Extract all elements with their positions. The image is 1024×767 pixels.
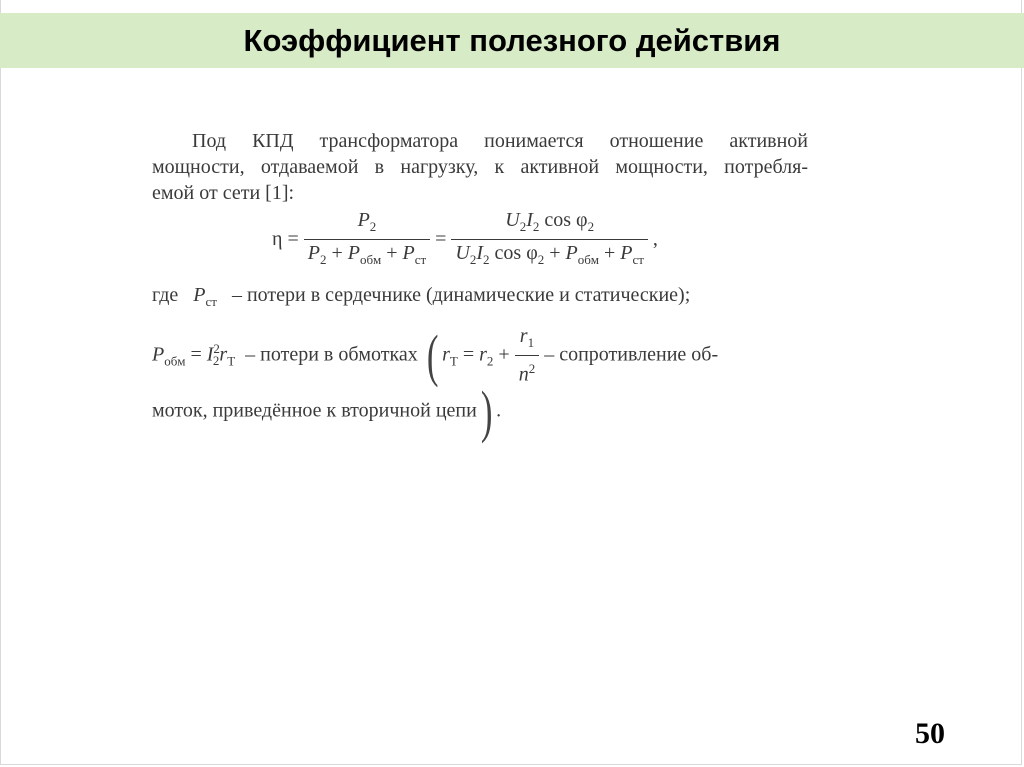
title-bar — [0, 13, 1024, 68]
left-paren: ( — [426, 322, 439, 388]
fraction-ui: $\frac{U_2I_2 \cos \varphi_2}{U_2I_2 \cos \varphi_2 + P_{обм} + P_{ст}}$ — [451, 208, 648, 273]
winding-losses-line: $P_{обм} = I^2_2r_T$ – потери в обмотках ( $r_T = r_2$ + $\frac{r_1}{n^2}$ – сопротивление об- — [152, 322, 719, 388]
page-number: 50 — [915, 717, 945, 750]
right-paren: ) — [480, 379, 493, 444]
paragraph-line: емой от сети [1]: — [152, 182, 295, 204]
paragraph-line: Под КПД трансформатора понимается отношение активной — [192, 130, 808, 152]
equals-sign: = — [435, 228, 447, 251]
paragraph-line: мощности, отдаваемой в нагрузку, к активной мощности, потребля- — [152, 156, 808, 178]
eta-symbol: η = — [272, 228, 299, 251]
fraction-r1: $\frac{r_1}{n^2}$ — [515, 324, 540, 388]
reduced-resistance-line: моток, приведённое к вторичной цепи) . — [152, 379, 502, 444]
comma: , — [652, 228, 658, 251]
core-losses-line: где $P_{ст}$ – потери в сердечнике (динамические и статические); — [152, 284, 691, 309]
efficiency-formula — [272, 208, 812, 278]
slide-title: Коэффициент полезного действия — [243, 23, 781, 58]
fraction-p2: $\frac{P_2}{P_2 + P_{обм} + P_{ст}}$ — [304, 208, 430, 273]
definition-paragraph — [152, 128, 808, 206]
